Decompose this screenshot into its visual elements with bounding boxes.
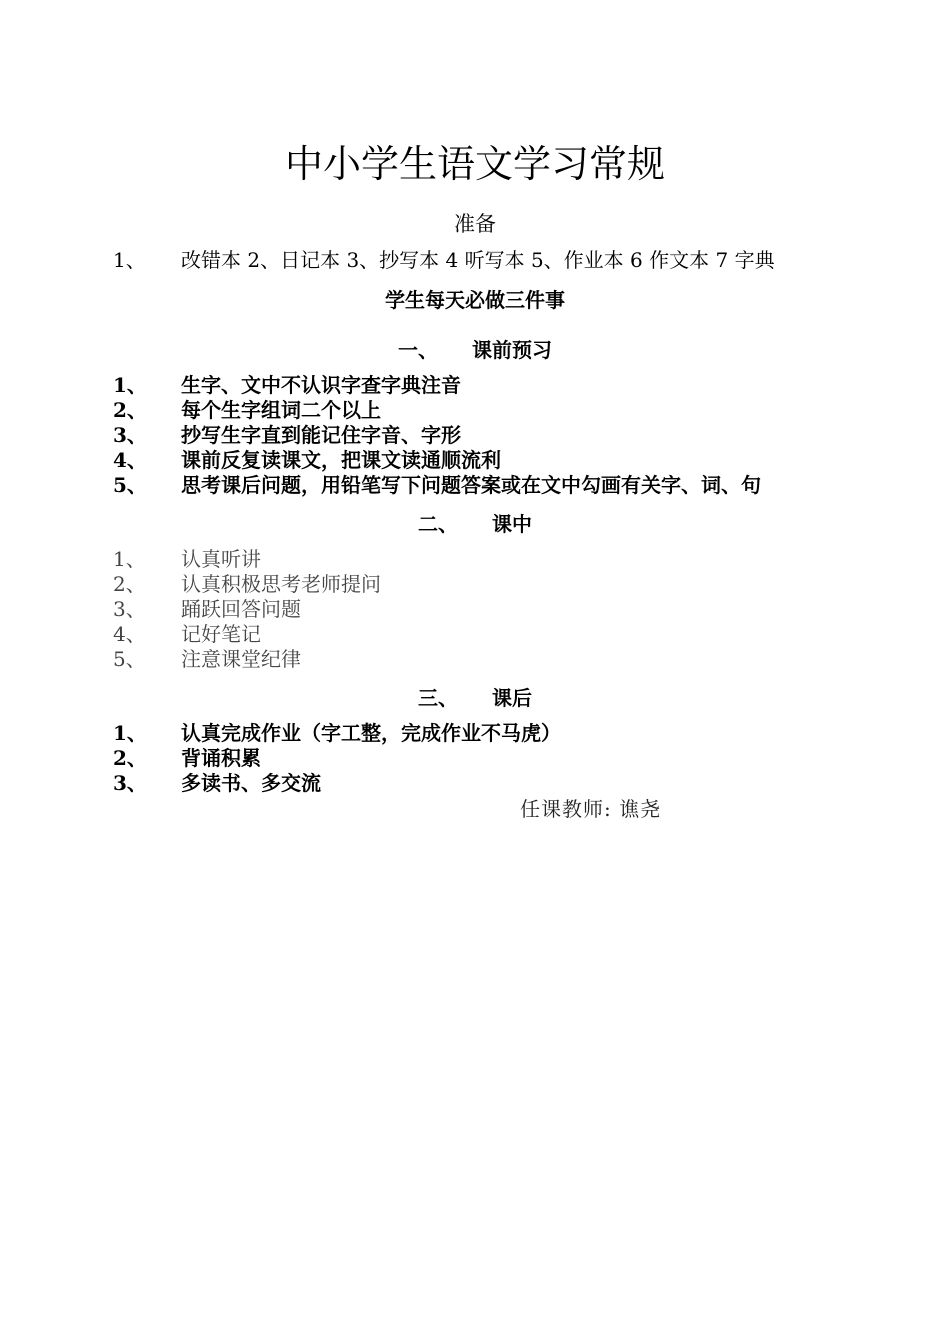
- item-number: 2、: [113, 572, 146, 596]
- item-text: 抄写生字直到能记住字音、字形: [181, 423, 461, 447]
- item-number: 2、: [113, 398, 147, 422]
- item-number: 4、: [113, 622, 146, 646]
- section-heading-after-class: [0, 684, 950, 712]
- item-text: 认真听讲: [181, 547, 261, 571]
- item-text: 踊跃回答问题: [181, 597, 301, 621]
- item-text: 多读书、多交流: [181, 771, 321, 795]
- item-text: 课前反复读课文，把课文读通顺流利: [181, 448, 501, 472]
- item-number: 1、: [113, 373, 147, 397]
- item-text: 生字、文中不认识字查字典注音: [181, 373, 461, 397]
- item-text: 背诵积累: [181, 746, 261, 770]
- item-number: 4、: [113, 448, 147, 472]
- item-number: 1、: [113, 547, 146, 571]
- item-text: 思考课后问题，用铅笔写下问题答案或在文中勾画有关字、词、句: [181, 473, 761, 497]
- item-number: 1、: [113, 248, 146, 272]
- item-number: 5、: [113, 473, 147, 497]
- item-text: 认真积极思考老师提问: [181, 572, 381, 596]
- document-title: 中小学生语文学习常规: [284, 142, 665, 186]
- item-number: 5、: [113, 647, 146, 671]
- item-text: 改错本 2、日记本 3、抄写本 4 听写本 5、作业本 6 作文本 7 字典: [181, 248, 775, 272]
- section-number: 三、: [418, 686, 458, 710]
- section-title: 课中: [492, 512, 532, 536]
- item-number: 3、: [113, 771, 147, 795]
- section-title: 课后: [492, 686, 532, 710]
- item-text: 注意课堂纪律: [181, 647, 301, 671]
- item-text: 每个生字组词二个以上: [181, 398, 381, 422]
- item-number: 3、: [113, 423, 147, 447]
- teacher-signature: 任课教师: 谯尧: [520, 797, 662, 821]
- section-heading-preview: [0, 336, 950, 364]
- item-text: 认真完成作业（字工整，完成作业不马虎）: [181, 721, 561, 745]
- section-number: 一、: [398, 338, 438, 362]
- item-number: 2、: [113, 746, 147, 770]
- section-title: 课前预习: [472, 338, 552, 362]
- daily-heading: 学生每天必做三件事: [385, 288, 565, 312]
- item-number: 3、: [113, 597, 146, 621]
- section-number: 二、: [418, 512, 458, 536]
- item-number: 1、: [113, 721, 147, 745]
- item-text: 记好笔记: [181, 622, 261, 646]
- section-heading-in-class: [0, 510, 950, 538]
- prep-heading: 准备: [454, 212, 496, 236]
